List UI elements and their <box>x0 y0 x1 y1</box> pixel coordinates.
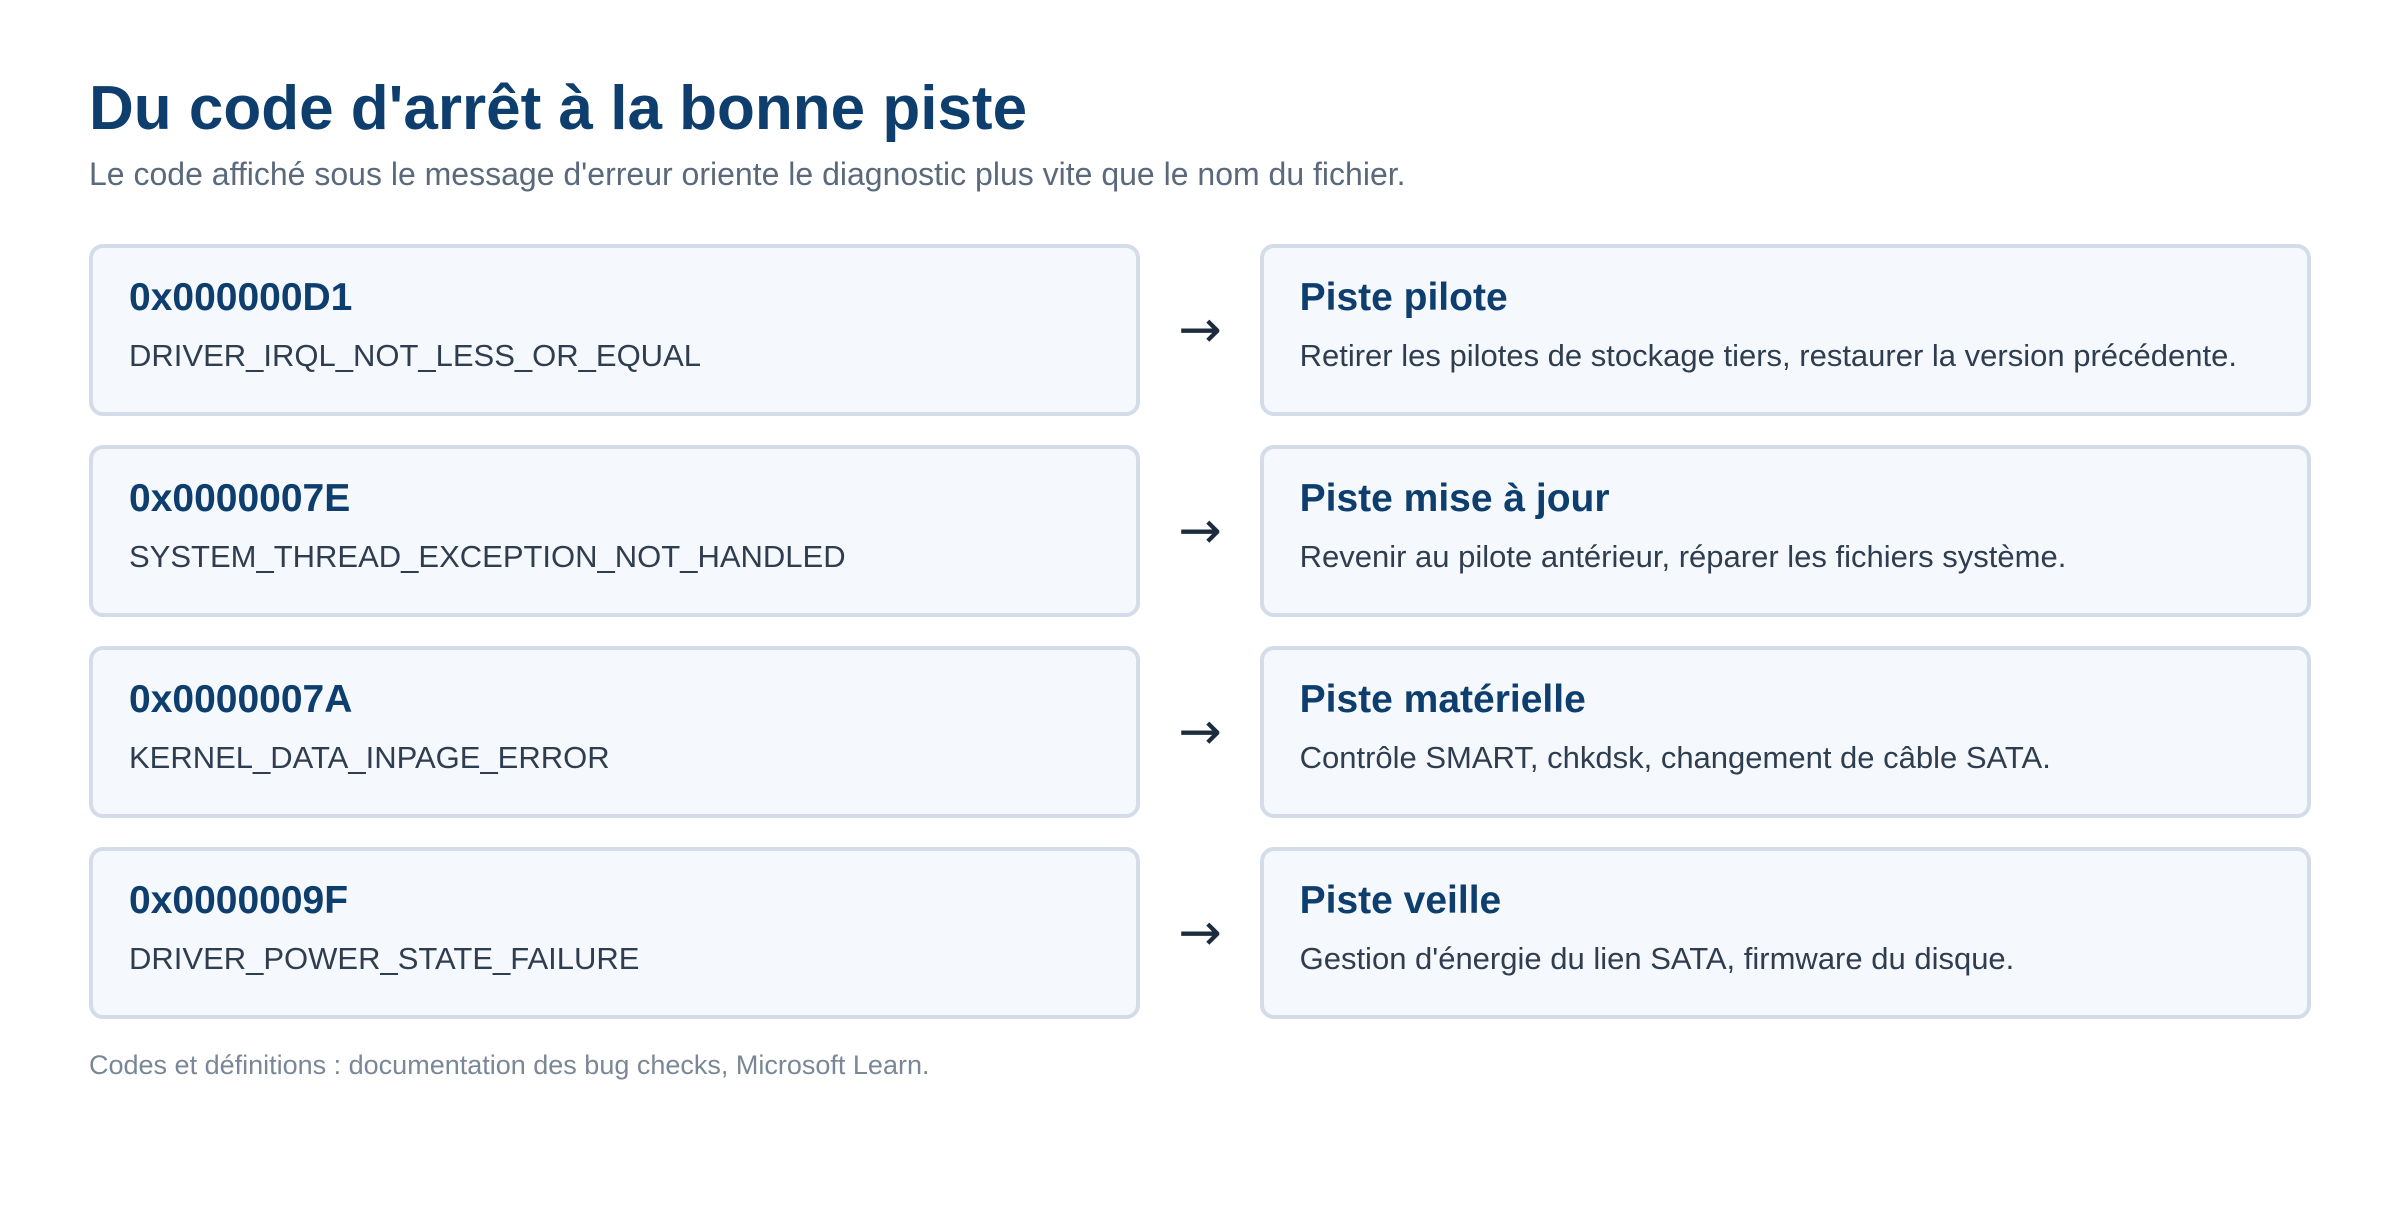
mapping-row-d1 <box>89 244 2311 416</box>
arrow-right-icon: → <box>1178 702 1222 762</box>
stop-code: 0x000000D1 <box>129 276 353 319</box>
stop-code-name: DRIVER_POWER_STATE_FAILURE <box>129 941 640 976</box>
mapping-row-7e <box>89 445 2311 617</box>
track-title: Piste matérielle <box>1299 678 1586 721</box>
track-description: Gestion d'énergie du lien SATA, firmware du disque. <box>1299 941 2015 976</box>
stop-code-card <box>89 646 1140 818</box>
mapping-row-9f <box>89 847 2311 1019</box>
track-card <box>1260 244 2311 416</box>
track-card <box>1260 847 2311 1019</box>
stop-code-name: DRIVER_IRQL_NOT_LESS_OR_EQUAL <box>129 338 701 373</box>
track-title: Piste pilote <box>1299 276 1508 319</box>
track-card <box>1260 646 2311 818</box>
track-title: Piste veille <box>1299 879 1502 922</box>
track-description: Contrôle SMART, chkdsk, changement de câble SATA. <box>1299 740 2051 775</box>
arrow-right-icon: → <box>1178 903 1222 963</box>
stop-code-card <box>89 244 1140 416</box>
page-subtitle: Le code affiché sous le message d'erreur oriente le diagnostic plus vite que le nom du fichier. <box>89 156 1406 192</box>
stop-code-name: KERNEL_DATA_INPAGE_ERROR <box>129 740 610 775</box>
track-title: Piste mise à jour <box>1299 477 1610 520</box>
arrow-right-icon: → <box>1178 501 1222 561</box>
page-title: Du code d'arrêt à la bonne piste <box>89 74 1028 143</box>
stop-code-card <box>89 445 1140 617</box>
track-description: Revenir au pilote antérieur, réparer les fichiers système. <box>1299 539 2067 574</box>
stop-code: 0x0000007E <box>129 477 351 520</box>
mapping-row-7a <box>89 646 2311 818</box>
arrow-right-icon: → <box>1178 300 1222 360</box>
source-footnote: Codes et définitions : documentation des bug checks, Microsoft Learn. <box>89 1050 930 1080</box>
stop-code-name: SYSTEM_THREAD_EXCEPTION_NOT_HANDLED <box>129 539 846 574</box>
stop-code-card <box>89 847 1140 1019</box>
code-mapping-list <box>89 244 2311 1019</box>
track-card <box>1260 445 2311 617</box>
track-description: Retirer les pilotes de stockage tiers, restaurer la version précédente. <box>1299 338 2237 373</box>
stop-code: 0x0000009F <box>129 879 349 922</box>
stop-code: 0x0000007A <box>129 678 353 721</box>
